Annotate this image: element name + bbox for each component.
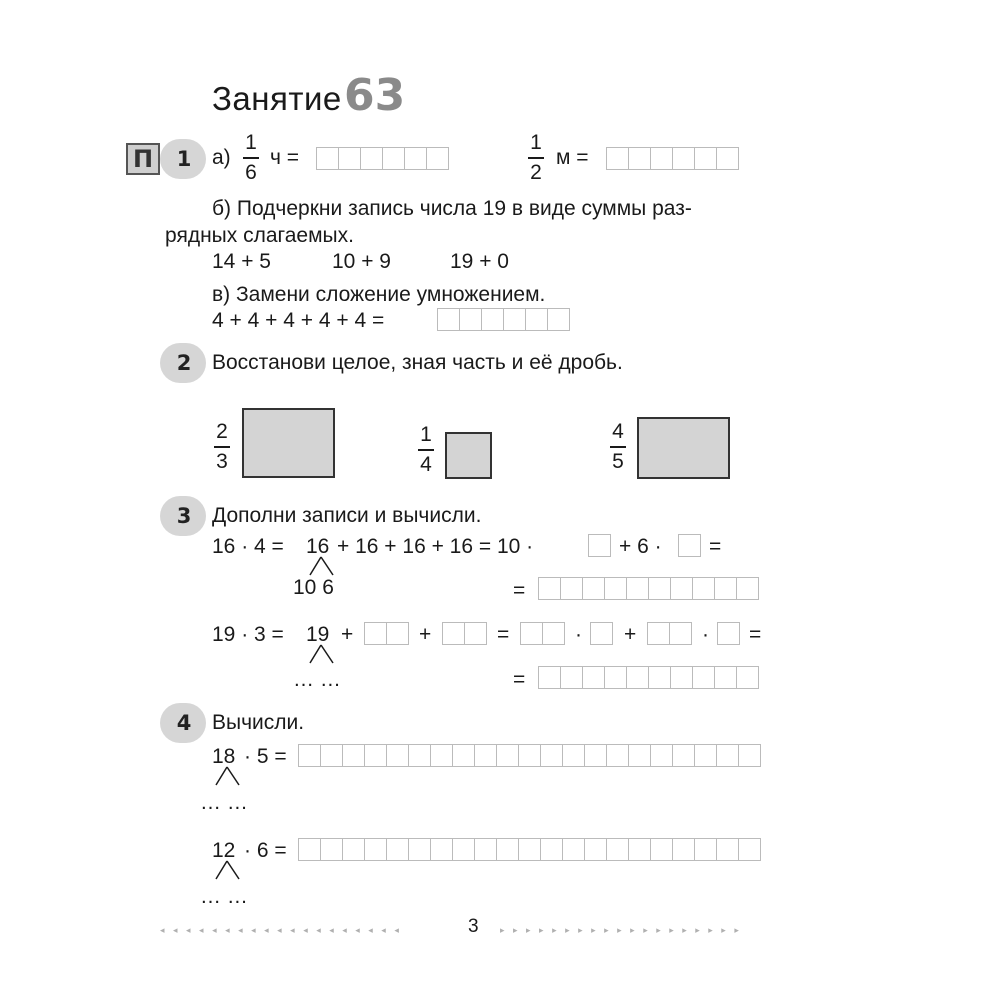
task-4-ex2-rest: · 6 = bbox=[244, 839, 287, 862]
task-2-number: 2 bbox=[176, 351, 192, 375]
fraction-2-3 bbox=[214, 420, 230, 474]
answer-cells-multiplication[interactable] bbox=[437, 308, 569, 331]
plus-sign: + bbox=[419, 623, 432, 646]
p-mark-icon bbox=[126, 143, 160, 175]
fraction-bar bbox=[418, 449, 434, 451]
task-3-plus-six: + 6 · bbox=[619, 535, 662, 558]
task-3-number: 3 bbox=[176, 504, 192, 528]
task-1b-text-line1: б) Подчеркни запись числа 19 в виде суммы раз- bbox=[212, 197, 692, 220]
option-14-5[interactable]: 14 + 5 bbox=[212, 250, 271, 273]
fraction-bar bbox=[243, 157, 259, 159]
task-3-line2-split-number: 19 bbox=[306, 623, 330, 646]
task-4-number: 4 bbox=[176, 711, 192, 735]
task-1a-label: а) bbox=[212, 146, 231, 169]
answer-cells-result-2[interactable] bbox=[538, 666, 758, 689]
equals-sign: = bbox=[513, 668, 526, 691]
task-1c-expression: 4 + 4 + 4 + 4 + 4 = bbox=[212, 309, 385, 332]
footer-right-arrows: ▸ ▸ ▸ ▸ ▸ ▸ ▸ ▸ ▸ ▸ ▸ ▸ ▸ ▸ ▸ ▸ ▸ ▸ ▸ bbox=[500, 925, 742, 935]
task-3-line1-split-number: 16 bbox=[306, 535, 330, 558]
equals-sign: = bbox=[513, 579, 526, 602]
answer-cell-multiplier-a[interactable] bbox=[588, 534, 610, 557]
dot-sign: · bbox=[575, 623, 582, 646]
plus-sign: + bbox=[341, 623, 354, 646]
task-2-badge bbox=[160, 343, 206, 383]
equals-sign: = bbox=[709, 535, 722, 558]
task-1-number: 1 bbox=[176, 147, 192, 171]
dot-sign: · bbox=[702, 623, 709, 646]
answer-cell-factor-2[interactable] bbox=[590, 622, 612, 645]
answer-cells-factor-1[interactable] bbox=[520, 622, 564, 645]
answer-cells-hours[interactable] bbox=[316, 147, 448, 170]
fraction-numerator: 4 bbox=[612, 420, 624, 443]
equals-sign: = bbox=[749, 623, 762, 646]
decomposition-branch-icon bbox=[212, 766, 242, 786]
task-1-badge bbox=[160, 139, 206, 179]
option-19-0[interactable]: 19 + 0 bbox=[450, 250, 509, 273]
task-4-ex2-split-number: 12 bbox=[212, 839, 236, 862]
p-mark-letter: П bbox=[132, 145, 154, 173]
fraction-denominator: 3 bbox=[216, 450, 228, 473]
part-rectangle-2-3 bbox=[242, 408, 335, 478]
answer-cells-addend-1[interactable] bbox=[364, 622, 408, 645]
task-4-text: Вычисли. bbox=[212, 711, 305, 734]
fraction-4-5 bbox=[610, 420, 626, 474]
page-number: 3 bbox=[468, 916, 479, 937]
answer-cell-factor-4[interactable] bbox=[717, 622, 739, 645]
fraction-bar bbox=[528, 157, 544, 159]
fraction-denominator: 6 bbox=[245, 161, 257, 184]
decomposition-branch-icon bbox=[306, 644, 336, 664]
answer-cells-factor-3[interactable] bbox=[647, 622, 691, 645]
task-3-split-values: 10 6 bbox=[293, 576, 334, 599]
part-rectangle-4-5 bbox=[637, 417, 730, 479]
fraction-bar bbox=[214, 446, 230, 448]
fraction-denominator: 2 bbox=[530, 161, 542, 184]
task-3-text: Дополни записи и вычисли. bbox=[212, 504, 482, 527]
unit-hours: ч = bbox=[270, 146, 300, 169]
fraction-1-4 bbox=[418, 423, 434, 477]
part-square-1-4 bbox=[445, 432, 492, 479]
equals-sign: = bbox=[497, 623, 510, 646]
lesson-title-word: Занятие bbox=[212, 80, 342, 117]
footer-left-arrows: ◂ ◂ ◂ ◂ ◂ ◂ ◂ ◂ ◂ ◂ ◂ ◂ ◂ ◂ ◂ ◂ ◂ ◂ ◂ bbox=[160, 925, 402, 935]
fraction-denominator: 4 bbox=[420, 453, 432, 476]
fraction-numerator: 1 bbox=[420, 423, 432, 446]
task-4-ex1-split-number: 18 bbox=[212, 745, 236, 768]
task-1c-text: в) Замени сложение умножением. bbox=[212, 283, 546, 306]
fraction-numerator: 1 bbox=[245, 131, 257, 154]
option-10-9[interactable]: 10 + 9 bbox=[332, 250, 391, 273]
fraction-bar bbox=[610, 446, 626, 448]
answer-cells-ex2[interactable] bbox=[298, 838, 760, 861]
decomposition-branch-icon bbox=[306, 556, 336, 576]
task-3-line1-left: 16 · 4 = bbox=[212, 535, 284, 558]
task-2-text: Восстанови целое, зная часть и её дробь. bbox=[212, 351, 623, 374]
answer-cells-result-1[interactable] bbox=[538, 577, 758, 600]
plus-sign: + bbox=[624, 623, 637, 646]
task-3-badge bbox=[160, 496, 206, 536]
task-4-badge bbox=[160, 703, 206, 743]
task-4-ex2-split-placeholder: … … bbox=[200, 885, 248, 908]
answer-cells-ex1[interactable] bbox=[298, 744, 760, 767]
unit-meters: м = bbox=[556, 146, 589, 169]
task-3-line1-sum: + 16 + 16 + 16 = 10 · bbox=[337, 535, 534, 558]
task-4-ex1-rest: · 5 = bbox=[244, 745, 287, 768]
answer-cell-multiplier-b[interactable] bbox=[678, 534, 700, 557]
task-3-split-placeholder: … … bbox=[293, 668, 341, 691]
task-1b-text-line2: рядных слагаемых. bbox=[165, 224, 354, 247]
fraction-1-6 bbox=[243, 131, 259, 185]
answer-cells-meters[interactable] bbox=[606, 147, 738, 170]
fraction-numerator: 1 bbox=[530, 131, 542, 154]
task-3-line2-left: 19 · 3 = bbox=[212, 623, 284, 646]
decomposition-branch-icon bbox=[212, 860, 242, 880]
fraction-1-2 bbox=[528, 131, 544, 185]
lesson-number: 63 bbox=[344, 70, 406, 121]
fraction-denominator: 5 bbox=[612, 450, 624, 473]
fraction-numerator: 2 bbox=[216, 420, 228, 443]
answer-cells-addend-2[interactable] bbox=[442, 622, 486, 645]
task-4-ex1-split-placeholder: … … bbox=[200, 791, 248, 814]
